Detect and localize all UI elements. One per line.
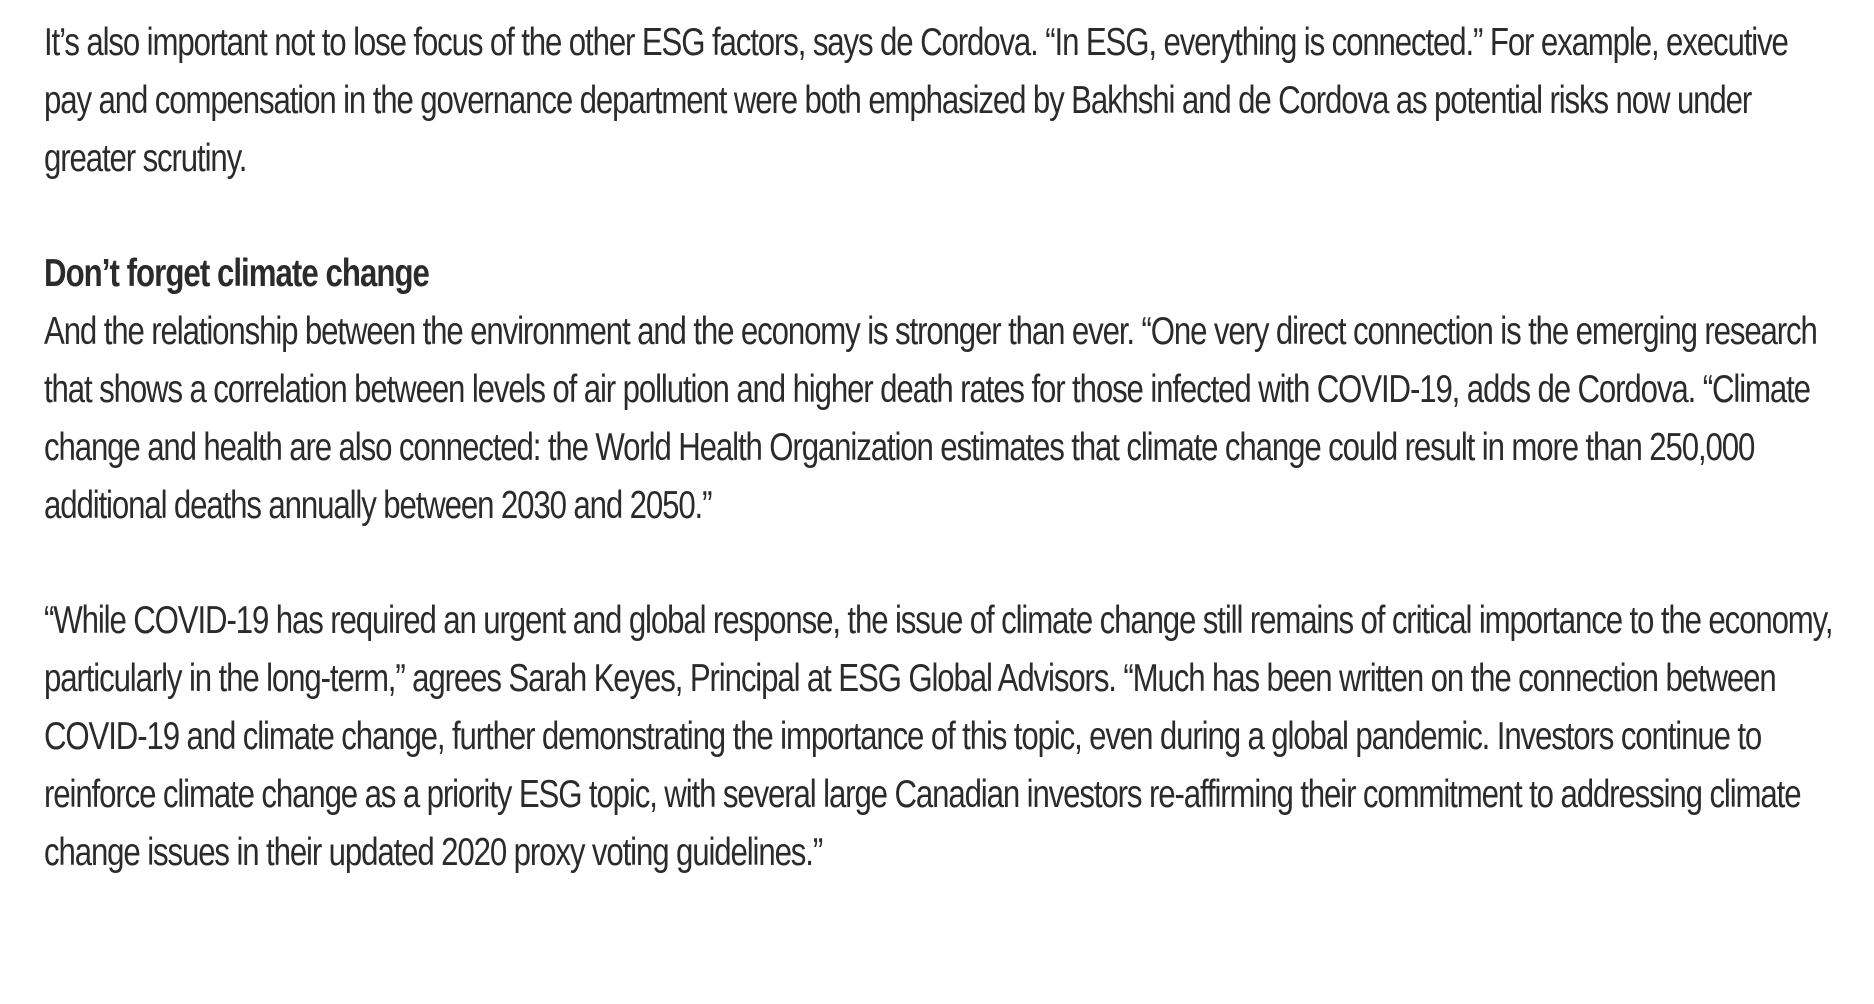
paragraph-covid-climate: “While COVID-19 has required an urgent and global response, the issue of climate change still remains of critical importance to the economy, particularly in the long-term,” agrees Sarah Keyes, Principal at ESG Global Advisors. “Much has been written on the connection between COVID-19 and climate change, further demonstrating the importance of this topic, even during a global pandemic. Investors continue to reinforce climate change as a priority ESG topic, with several large Canadian investors re-affirming their commitment to addressing climate change issues in their updated 2020 proxy voting guidelines.”	[44, 599, 1833, 874]
paragraph-spacer	[44, 535, 1834, 592]
paragraph-spacer	[44, 188, 1834, 245]
section-heading: Don’t forget climate change	[44, 252, 429, 295]
article-body	[44, 14, 1834, 882]
paragraph-environment-economy: And the relationship between the environment and the economy is stronger than ever. “One very direct connection is the emerging research that shows a correlation between levels of air pollution and higher death rates for those infected with COVID-19, adds de Cordova. “Climate change and health are also connected: the World Health Organization estimates that climate change could result in more than 250,000 additional deaths annually between 2030 and 2050.”	[44, 310, 1817, 527]
paragraph-esg-factors: It’s also important not to lose focus of the other ESG factors, says de Cordova. “In ESG, everything is connected.” For example, executive pay and compensation in the governance department were both emphasized by Bakhshi and de Cordova as potential risks now under greater scrutiny.	[44, 21, 1788, 180]
